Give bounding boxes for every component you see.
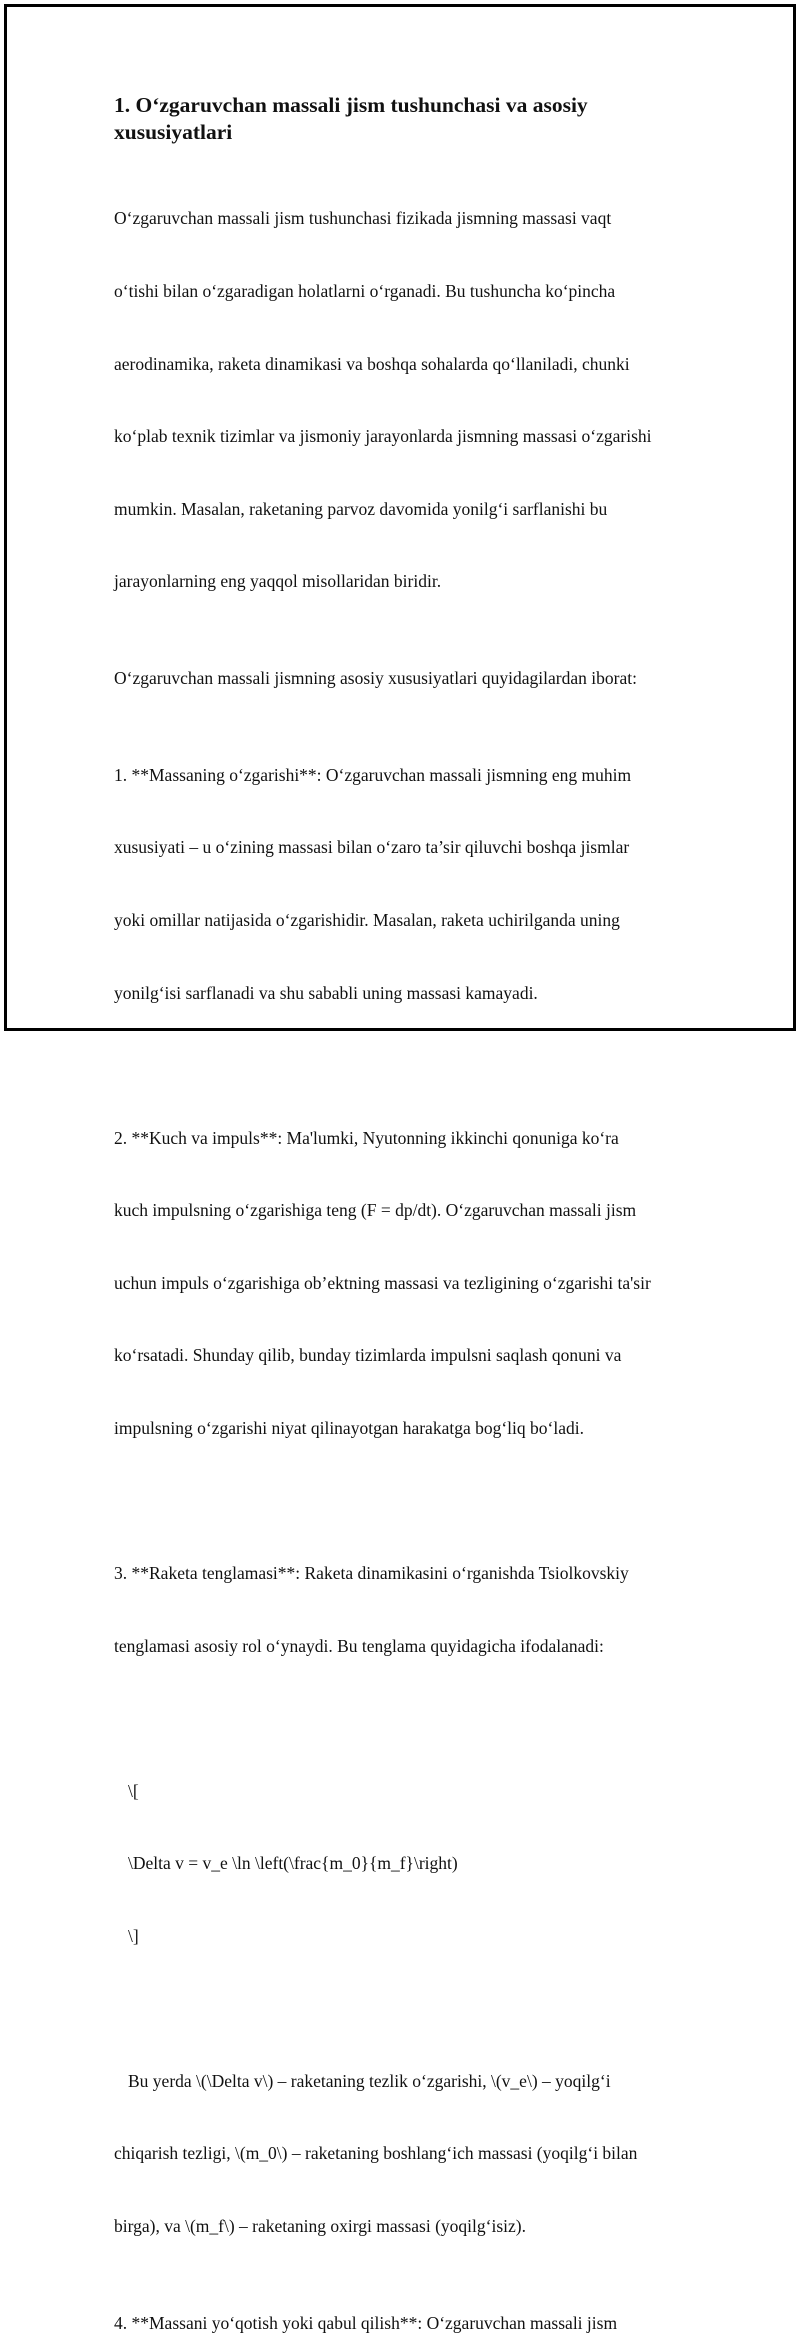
list-item-1 <box>114 714 704 1053</box>
heading-line-1: 1. O‘zgaruvchan massali jism tushunchasi va asosiy <box>114 93 588 117</box>
heading-line-2: xususiyatlari <box>114 120 233 144</box>
formula-block <box>114 1730 704 1996</box>
item1-line: yoki omillar natijasida o‘zgarishidir. Masalan, raketa uchirilganda uning <box>114 909 620 930</box>
item2-line: ko‘rsatadi. Shunday qilib, bunday tizimlarda impulsni saqlash qonuni va <box>114 1345 622 1366</box>
list-item-2 <box>114 1077 704 1488</box>
item2-line: kuch impulsning o‘zgarishiga teng (F = dp/dt). O‘zgaruvchan massali jism <box>114 1200 637 1221</box>
explain-line: chiqarish tezligi, \(m_0\) – raketaning boshlang‘ich massasi (yoqilg‘i bilan <box>114 2143 638 2164</box>
lead-paragraph: O‘zgaruvchan massali jismning asosiy xususiyatlari quyidagilardan iborat: <box>114 668 637 689</box>
formula-line: \] <box>128 1925 139 1946</box>
intro-line: o‘tishi bilan o‘zgaradigan holatlarni o‘rganadi. Bu tushuncha ko‘pincha <box>114 281 616 302</box>
intro-line: aerodinamika, raketa dinamikasi va boshqa sohalarda qo‘llaniladi, chunki <box>114 353 630 374</box>
intro-line: mumkin. Masalan, raketaning parvoz davomida yonilg‘i sarflanishi bu <box>114 498 608 519</box>
formula-line: \[ <box>128 1780 139 1801</box>
item2-line: uchun impuls o‘zgarishiga ob’ektning massasi va tezligining o‘zgarishi ta'sir <box>114 1272 651 1293</box>
explain-line: birga), va \(m_f\) – raketaning oxirgi massasi (yoqilg‘isiz). <box>114 2216 526 2237</box>
explain-line: Bu yerda \(\Delta v\) – raketaning tezlik o‘zgarishi, \(v_e\) – yoqilg‘i <box>128 2070 611 2091</box>
item1-line: xususiyati – u o‘zining massasi bilan o‘zaro ta’sir qiluvchi boshqa jismlar <box>114 837 630 858</box>
formula-explanation <box>114 2020 704 2286</box>
intro-line: O‘zgaruvchan massali jism tushunchasi fizikada jismning massasi vaqt <box>114 208 612 229</box>
document-body <box>114 92 704 2335</box>
list-item-4: 4. **Massani yo‘qotish yoki qabul qilish**: O‘zgaruvchan massali jism <box>114 2312 618 2333</box>
section-heading <box>114 92 704 146</box>
formula-line: \Delta v = v_e \ln \left(\frac{m_0}{m_f}\right) <box>128 1853 458 1874</box>
intro-paragraph <box>114 158 704 642</box>
item1-line: 1. **Massaning o‘zgarishi**: O‘zgaruvchan massali jismning eng muhim <box>114 764 632 785</box>
intro-line: ko‘plab texnik tizimlar va jismoniy jarayonlarda jismning massasi o‘zgarishi <box>114 426 652 447</box>
item3-line: tenglamasi asosiy rol o‘ynaydi. Bu tenglama quyidagicha ifodalanadi: <box>114 1635 604 1656</box>
list-item-3 <box>114 1513 704 1707</box>
intro-line: jarayonlarning eng yaqqol misollaridan biridir. <box>114 571 442 592</box>
item2-line: impulsning o‘zgarishi niyat qilinayotgan harakatga bog‘liq bo‘ladi. <box>114 1417 584 1438</box>
item2-line: 2. **Kuch va impuls**: Ma'lumki, Nyutonning ikkinchi qonuniga ko‘ra <box>114 1127 619 1148</box>
item3-line: 3. **Raketa tenglamasi**: Raketa dinamikasini o‘rganishda Tsiolkovskiy <box>114 1562 629 1583</box>
item1-line: yonilg‘isi sarflanadi va shu sababli uning massasi kamayadi. <box>114 982 538 1003</box>
